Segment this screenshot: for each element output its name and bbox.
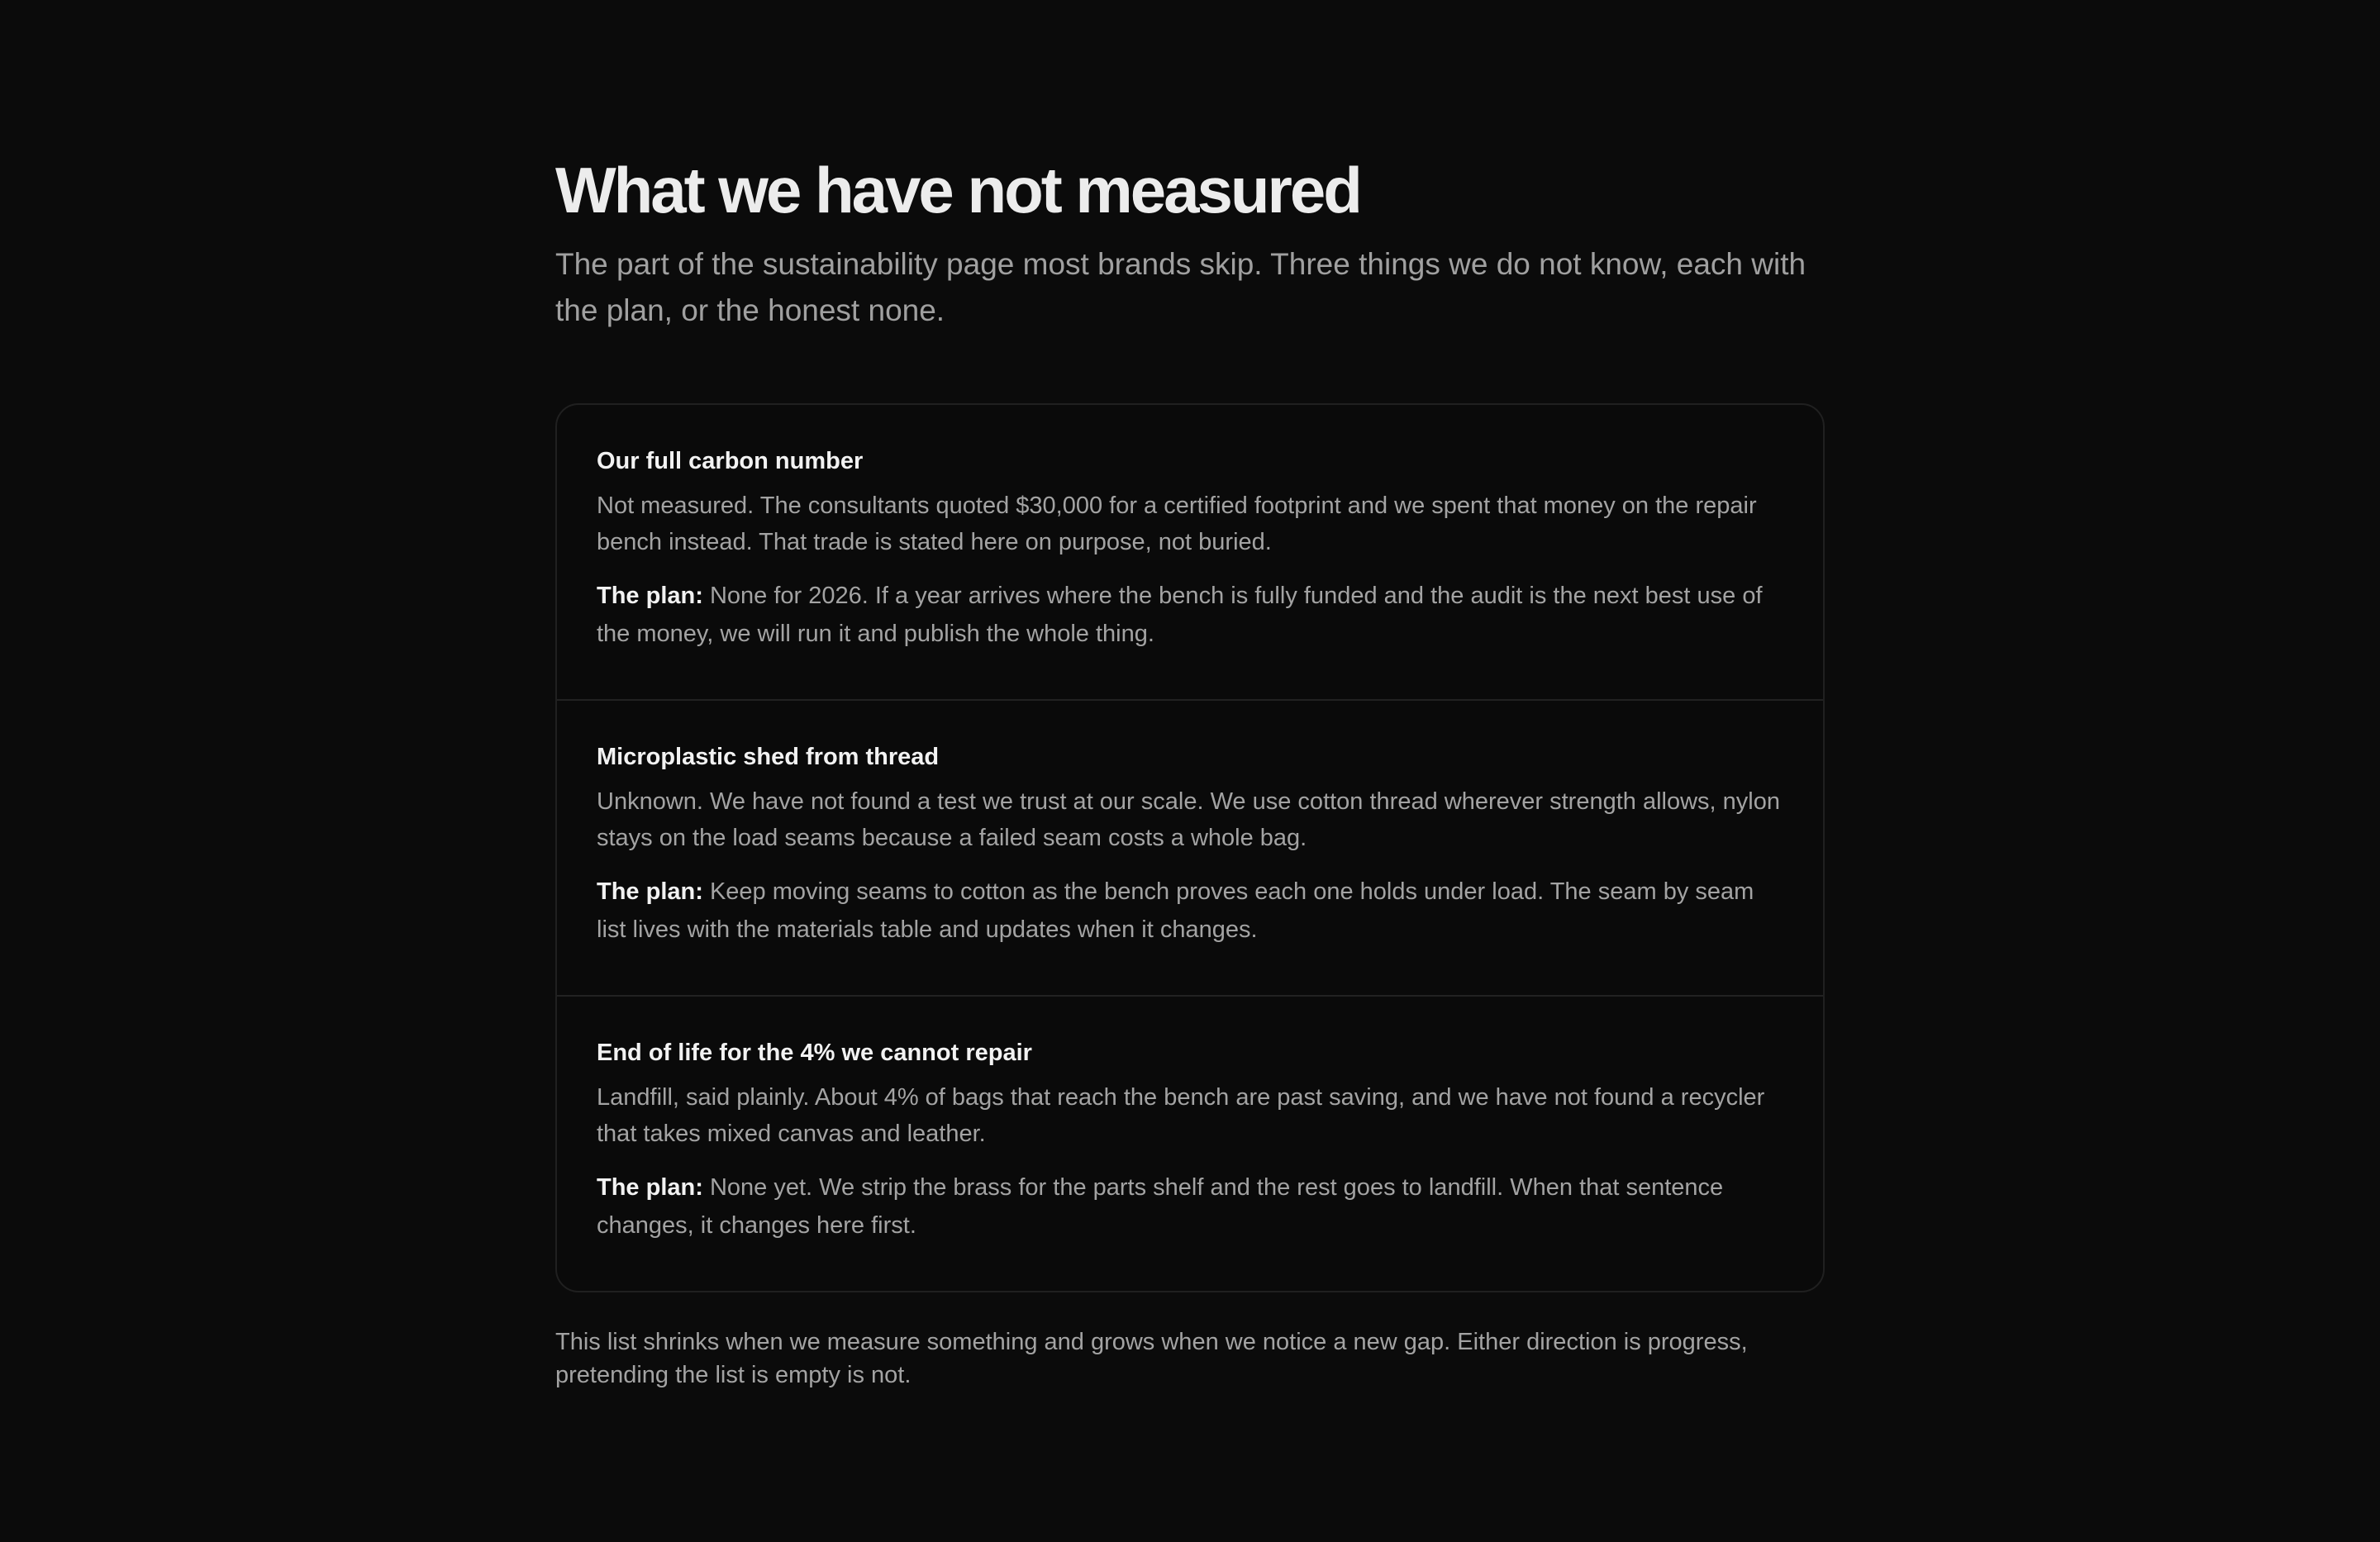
item-plan bbox=[597, 873, 1783, 949]
plan-text: Keep moving seams to cotton as the bench proves each one holds under load. The seam by seam list lives with the materials table and updates when it changes. bbox=[597, 878, 1754, 943]
footnote: This list shrinks when we measure something and grows when we notice a new gap. Either direction is progress, pretending the list is empty is not. bbox=[555, 1329, 1748, 1388]
item-body: Unknown. We have not found a test we trust at our scale. We use cotton thread wherever strength allows, nylon stays on the load seams because a failed seam costs a whole bag. bbox=[597, 788, 1780, 851]
item-title: Our full carbon number bbox=[597, 448, 864, 474]
plan-label: The plan: bbox=[597, 1174, 703, 1201]
item-title: End of life for the 4% we cannot repair bbox=[597, 1040, 1032, 1066]
list-item-end-of-life bbox=[557, 995, 1823, 1291]
item-body: Landfill, said plainly. About 4% of bags that reach the bench are past saving, and we have not found a recycler that takes mixed canvas and leather. bbox=[597, 1084, 1765, 1147]
item-plan bbox=[597, 1168, 1783, 1245]
plan-text: None yet. We strip the brass for the parts shelf and the rest goes to landfill. When that sentence changes, it changes here first. bbox=[597, 1174, 1724, 1239]
page-title: What we have not measured bbox=[555, 154, 1360, 226]
list-item-carbon bbox=[557, 405, 1823, 699]
item-title: Microplastic shed from thread bbox=[597, 744, 940, 770]
plan-text: None for 2026. If a year arrives where the bench is fully funded and the audit is the next best use of the money, we will run it and publish the whole thing. bbox=[597, 583, 1763, 647]
plan-label: The plan: bbox=[597, 583, 703, 609]
item-body: Not measured. The consultants quoted $30,000 for a certified footprint and we spent that money on the repair bench instead. That trade is stated here on purpose, not buried. bbox=[597, 493, 1757, 555]
item-plan bbox=[597, 577, 1783, 653]
unmeasured-section bbox=[555, 152, 1825, 1392]
list-item-microplastic bbox=[557, 699, 1823, 995]
plan-label: The plan: bbox=[597, 878, 703, 905]
page-subtitle: The part of the sustainability page most brands skip. Three things we do not know, each with the plan, or the honest none. bbox=[555, 247, 1806, 327]
unmeasured-list-card bbox=[555, 403, 1825, 1292]
